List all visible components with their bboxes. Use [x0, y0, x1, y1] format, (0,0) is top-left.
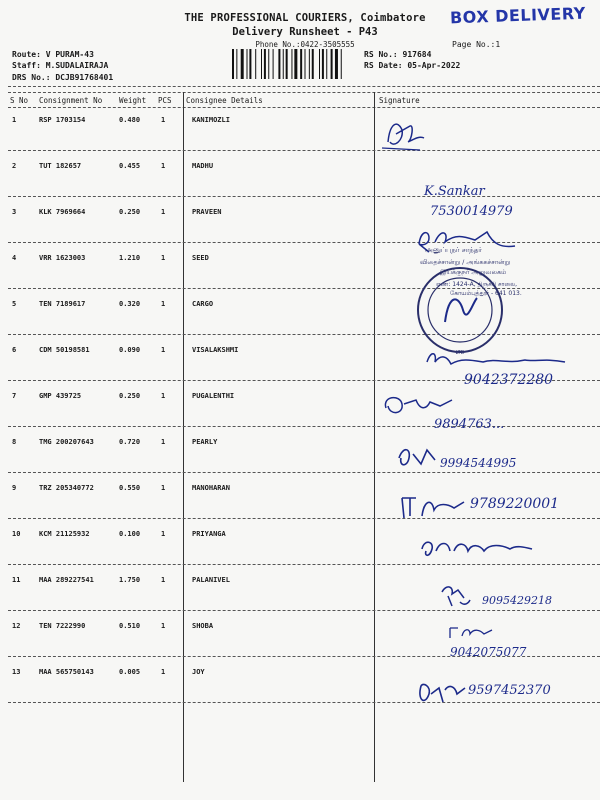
cell-weight: 1.210 [119, 254, 141, 262]
cell-sno: 10 [12, 530, 21, 538]
signature-row-7 [380, 390, 460, 420]
cell-sno: 2 [12, 162, 17, 170]
row-divider [8, 196, 600, 197]
cell-consignee: JOY [192, 668, 205, 676]
handwritten-phone-row-12: 9042075077 [450, 645, 527, 659]
cell-pcs: 1 [161, 576, 166, 584]
box-delivery-stamp: BOX DELIVERY [449, 3, 587, 28]
barcode [232, 49, 360, 79]
row-divider [8, 334, 600, 335]
cell-sno: 8 [12, 438, 17, 446]
cell-pcs: 1 [161, 668, 166, 676]
cell-consignment-no: KLK 7969664 [39, 208, 86, 216]
signature-row-12 [446, 624, 496, 644]
cell-sno: 11 [12, 576, 21, 584]
cell-consignee: SEED [192, 254, 209, 262]
cell-consignee: VISALAKSHMI [192, 346, 239, 354]
cell-pcs: 1 [161, 162, 166, 170]
col-header-consignment: Consignment No [39, 96, 103, 105]
handwritten-phone-row-7: 9894763... [434, 417, 505, 432]
cell-consignee: MANOHARAN [192, 484, 230, 492]
row-divider [8, 610, 600, 611]
cell-sno: 5 [12, 300, 17, 308]
cell-sno: 1 [12, 116, 17, 124]
cell-consignee: CARGO [192, 300, 214, 308]
cell-weight: 0.090 [119, 346, 141, 354]
cell-weight: 0.005 [119, 668, 141, 676]
cell-weight: 0.550 [119, 484, 141, 492]
row-divider [8, 150, 600, 151]
header-rule-bottom [8, 107, 600, 108]
cell-weight: 0.455 [119, 162, 141, 170]
seal-text-2: விதைச்சான்று / அங்ககச்சான்று [420, 258, 510, 266]
row-divider [8, 472, 600, 473]
col-header-signature: Signature [379, 96, 420, 105]
svg-text:LTD: LTD [455, 350, 465, 356]
cell-consignment-no: KCM 21125932 [39, 530, 90, 538]
seal-text-1: அனுப்புநர் சாந்தர் [425, 246, 482, 254]
route: Route: V PURAM-43 [12, 50, 94, 59]
handwritten-phone-row-13: 9597452370 [468, 683, 551, 698]
cell-consignee: PUGALENTHI [192, 392, 235, 400]
seal-text-3: இயக்குநர் அலுவலகம் [440, 268, 507, 276]
drs-number: DRS No.: DCJB91768401 [12, 73, 114, 82]
cell-consignee: KANIMOZLI [192, 116, 230, 124]
cell-consignee: PEARLY [192, 438, 218, 446]
cell-pcs: 1 [161, 208, 166, 216]
cell-consignment-no: GMP 439725 [39, 392, 82, 400]
row-divider [8, 564, 600, 565]
signature-row-1 [380, 112, 430, 157]
seal-text-4: எண்: 1424-A, திருச்சி சாலை, [436, 281, 518, 288]
cell-sno: 4 [12, 254, 17, 262]
phone-number: Phone No.:0422-3505555 [255, 40, 355, 49]
cell-weight: 0.100 [119, 530, 141, 538]
cell-pcs: 1 [161, 300, 166, 308]
cell-pcs: 1 [161, 346, 166, 354]
runsheet-title: Delivery Runsheet - P43 [232, 26, 378, 38]
handwritten-name-row-3: K.Sankar [424, 184, 485, 199]
handwritten-phone-row-11: 9095429218 [482, 594, 552, 607]
cell-weight: 0.510 [119, 622, 141, 630]
rs-number: RS No.: 917684 [364, 50, 432, 59]
cell-weight: 0.250 [119, 392, 141, 400]
header-rule-top [8, 86, 600, 87]
cell-sno: 9 [12, 484, 17, 492]
staff: Staff: M.SUDALAIRAJA [12, 61, 109, 70]
cell-pcs: 1 [161, 484, 166, 492]
cell-weight: 0.480 [119, 116, 141, 124]
cell-consignee: MADHU [192, 162, 214, 170]
cell-sno: 13 [12, 668, 21, 676]
cell-weight: 1.750 [119, 576, 141, 584]
col-header-weight: Weight [119, 96, 147, 105]
cell-sno: 7 [12, 392, 17, 400]
signature-row-4 [415, 222, 525, 262]
cell-pcs: 1 [161, 622, 166, 630]
signature-row-10 [418, 535, 538, 563]
cell-consignee: PALANIVEL [192, 576, 230, 584]
col-header-consignee: Consignee Details [186, 96, 263, 105]
cell-consignment-no: VRR 1623003 [39, 254, 86, 262]
cell-consignment-no: TEN 7189617 [39, 300, 86, 308]
cell-weight: 0.320 [119, 300, 141, 308]
handwritten-phone-row-6: 9042372280 [464, 372, 554, 388]
cell-weight: 0.250 [119, 208, 141, 216]
cell-pcs: 1 [161, 116, 166, 124]
col-header-sno: S No [10, 96, 29, 105]
row-divider [8, 518, 600, 519]
cell-sno: 3 [12, 208, 17, 216]
cell-weight: 0.720 [119, 438, 141, 446]
cell-consignment-no: CDM 50198581 [39, 346, 90, 354]
seal-text-5: கோயம்புத்தூர் - 641 013. [450, 290, 522, 297]
cell-consignee: SHOBA [192, 622, 214, 630]
header-rule-top2 [8, 92, 600, 93]
cell-consignment-no: TMG 200207643 [39, 438, 94, 446]
company-title: THE PROFESSIONAL COURIERS, Coimbatore [184, 12, 426, 24]
cell-consignment-no: RSP 1703154 [39, 116, 86, 124]
signature-row-9 [398, 490, 470, 522]
page-number: Page No.:1 [452, 40, 501, 49]
cell-sno: 6 [12, 346, 17, 354]
col-header-pcs: PCS [158, 96, 172, 105]
handwritten-phone-row-8: 9994544995 [440, 456, 517, 470]
cell-consignment-no: TRZ 205340772 [39, 484, 94, 492]
row-divider [8, 426, 600, 427]
rs-date: RS Date: 05-Apr-2022 [364, 61, 461, 70]
signature-row-13 [415, 676, 475, 710]
signature-row-11 [438, 582, 478, 610]
cell-pcs: 1 [161, 392, 166, 400]
cell-consignee: PRIYANGA [192, 530, 226, 538]
cell-pcs: 1 [161, 254, 166, 262]
cell-consignee: PRAVEEN [192, 208, 222, 216]
handwritten-phone-row-9: 9789220001 [470, 496, 560, 512]
handwritten-phone-row-3: 7530014979 [430, 204, 513, 219]
signature-row-8 [395, 442, 445, 472]
cell-pcs: 1 [161, 530, 166, 538]
cell-consignment-no: TUT 182657 [39, 162, 82, 170]
cell-consignment-no: TEN 7222990 [39, 622, 86, 630]
cell-pcs: 1 [161, 438, 166, 446]
cell-consignment-no: MAA 289227541 [39, 576, 94, 584]
row-divider [8, 702, 600, 703]
cell-sno: 12 [12, 622, 21, 630]
cell-consignment-no: MAA 565750143 [39, 668, 94, 676]
